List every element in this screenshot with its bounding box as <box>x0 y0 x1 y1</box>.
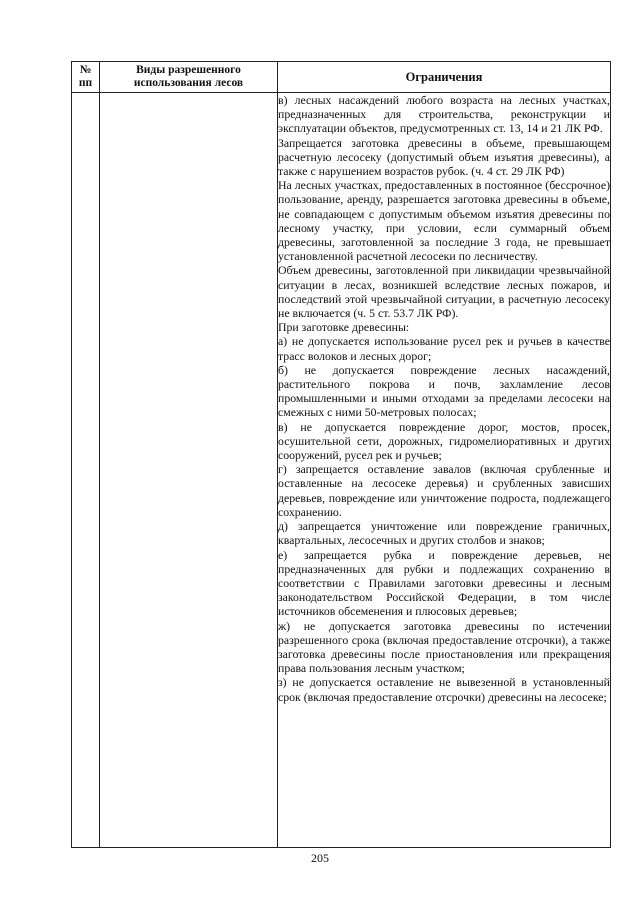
paragraph: а) не допускается использование русел рек и ручьев в качестве трасс волоков и лесных дорог; <box>278 334 610 363</box>
paragraph: Объем древесины, заготовленной при ликвидации чрезвычайной ситуации в лесах, возникшей вследствие лесных пожаров, и последствий этой чрезвычайной ситуации, в расчетную лесосеку не включается (ч. 5 ст. 53.7 ЛК РФ). <box>278 263 610 321</box>
paragraph: б) не допускается повреждение лесных насаждений, растительного покрова и почв, захламление лесов промышленными и иными отходами за пределами лесосеки на смежных с ними 50-метровых полосах; <box>278 362 610 420</box>
paragraph: в) лесных насаждений любого возраста на лесных участках, предназначенных для строительства, реконструкции и эксплуатации объектов, предусмотренных ст. 13, 14 и 21 ЛК РФ. <box>278 93 610 136</box>
paragraph: Запрещается заготовка древесины в объеме, превышающем расчетную лесосеку (допустимый объем изъятия древесины), а также с нарушением возрастов рубок. (ч. 4 ст. 29 ЛК РФ) <box>278 135 610 179</box>
paragraph: д) запрещается уничтожение или повреждение граничных, квартальных, лесосечных и других столбов и знаков; <box>278 519 610 548</box>
header-restrictions: Ограничения <box>278 62 611 93</box>
paragraph: При заготовке древесины: <box>278 320 410 335</box>
header-usage-type-line1: Виды разрешенного <box>136 64 241 76</box>
paragraph: е) запрещается рубка и повреждение деревьев, не предназначенных для рубки и подлежащих сохранению в соответствии с Правилами заготовки древесины и лесным законодательством Российской Федерации, в том числе источников обсеменения и плюсовых деревьев; <box>278 547 610 619</box>
cell-restrictions <box>278 93 611 848</box>
paragraph: г) запрещается оставление завалов (включая срубленные и оставленные на лесосеке деревья) и срубленных зависших деревьев, повреждение или уничтожение подроста, подлежащего сохранению. <box>278 462 610 519</box>
header-usage-type <box>100 62 278 93</box>
paragraph: з) не допускается оставление не вывезенной в установленный срок (включая предоставление отсрочки) древесины на лесосеке; <box>278 675 610 704</box>
paragraph: в) не допускается повреждение дорог, мостов, просек, осушительной сети, дорожных, гидромелиоративных и других сооружений, русел рек и ручьев; <box>278 419 610 463</box>
header-usage-type-line2: использования лесов <box>133 77 244 89</box>
table-header-row <box>72 62 611 93</box>
cell-usage-type <box>100 93 278 848</box>
page-number: 205 <box>311 851 329 865</box>
header-number-line1: № <box>79 64 92 76</box>
paragraph: На лесных участках, предоставленных в постоянное (бессрочное) пользование, аренду, разрешается заготовка древесины в объеме, не совпадающем с допустимым объемом изъятия древесины по лесному участку, при условии, если суммарный объем древесины, заготовленной за последние 3 года, не превышает установленной расчетной лесосеки по лесничеству. <box>278 178 610 264</box>
header-number-line2: пп <box>78 77 93 89</box>
cell-number <box>72 93 100 848</box>
paragraph: ж) не допускается заготовка древесины по истечении разрешенного срока (включая предоставление отсрочки), а также заготовка древесины после приостановления или прекращения права пользования лесным участком; <box>278 618 610 676</box>
header-number <box>72 62 100 93</box>
table-row <box>72 93 611 848</box>
restrictions-table <box>71 61 611 848</box>
